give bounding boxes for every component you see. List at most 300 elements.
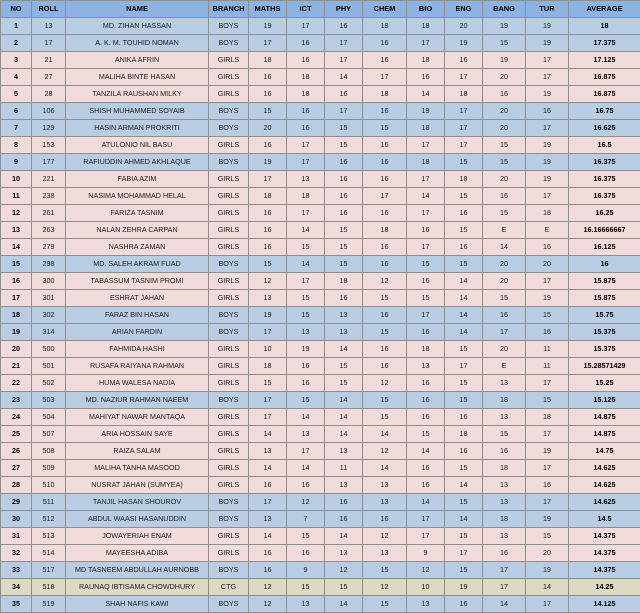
phy-cell: 14 xyxy=(325,409,363,426)
tur-cell: 15 xyxy=(526,528,569,545)
eng-cell: 16 xyxy=(445,409,483,426)
branch-cell: BOYS xyxy=(209,562,249,579)
bio-cell: 13 xyxy=(407,358,445,375)
col-header-eng: ENG xyxy=(445,1,483,18)
average-cell: 16.375 xyxy=(569,154,640,171)
tur-cell: 14 xyxy=(526,579,569,596)
table-row xyxy=(1,154,640,171)
roll-cell: 508 xyxy=(32,443,66,460)
ict-cell: 16 xyxy=(287,375,325,392)
roll-cell: 514 xyxy=(32,545,66,562)
chem-cell: 12 xyxy=(363,579,407,596)
branch-cell: GIRLS xyxy=(209,239,249,256)
maths-cell: 16 xyxy=(249,239,287,256)
bang-cell: E xyxy=(483,358,526,375)
maths-cell: 16 xyxy=(249,137,287,154)
ict-cell: 13 xyxy=(287,426,325,443)
average-cell: 14.625 xyxy=(569,460,640,477)
col-header-ict: ICT xyxy=(287,1,325,18)
table-row xyxy=(1,324,640,341)
eng-cell: 16 xyxy=(445,596,483,613)
average-cell: 18 xyxy=(569,18,640,35)
branch-cell: GIRLS xyxy=(209,358,249,375)
chem-cell: 13 xyxy=(363,477,407,494)
name-cell: ESHRAT JAHAN xyxy=(66,290,209,307)
col-header-average: AVERAGE xyxy=(569,1,640,18)
bang-cell: 14 xyxy=(483,239,526,256)
table-row xyxy=(1,188,640,205)
phy-cell: 14 xyxy=(325,596,363,613)
table-row xyxy=(1,562,640,579)
roll-cell: 512 xyxy=(32,511,66,528)
branch-cell: GIRLS xyxy=(209,69,249,86)
phy-cell: 15 xyxy=(325,375,363,392)
tur-cell: 18 xyxy=(526,409,569,426)
bio-cell: 16 xyxy=(407,273,445,290)
bio-cell: 17 xyxy=(407,239,445,256)
name-cell: MD TASNEEM ABDULLAH AURNOBB xyxy=(66,562,209,579)
maths-cell: 16 xyxy=(249,222,287,239)
bang-cell: 13 xyxy=(483,477,526,494)
roll-cell: 238 xyxy=(32,188,66,205)
bio-cell: 17 xyxy=(407,511,445,528)
maths-cell: 18 xyxy=(249,52,287,69)
phy-cell: 17 xyxy=(325,103,363,120)
bio-cell: 17 xyxy=(407,137,445,154)
eng-cell: 18 xyxy=(445,86,483,103)
bio-cell: 13 xyxy=(407,596,445,613)
average-cell: 16.375 xyxy=(569,171,640,188)
bang-cell: 19 xyxy=(483,18,526,35)
name-cell: RUSAFA RAIYANA RAHMAN xyxy=(66,358,209,375)
bang-cell: 20 xyxy=(483,256,526,273)
no-cell: 25 xyxy=(1,426,32,443)
name-cell: MALIHA BINTE HASAN xyxy=(66,69,209,86)
name-cell: HASIN ARMAN PROKRITI xyxy=(66,120,209,137)
ict-cell: 15 xyxy=(287,239,325,256)
chem-cell: 15 xyxy=(363,120,407,137)
table-row xyxy=(1,171,640,188)
bang-cell: 20 xyxy=(483,69,526,86)
maths-cell: 12 xyxy=(249,596,287,613)
phy-cell: 15 xyxy=(325,239,363,256)
phy-cell: 14 xyxy=(325,341,363,358)
bio-cell: 18 xyxy=(407,52,445,69)
maths-cell: 16 xyxy=(249,562,287,579)
bio-cell: 16 xyxy=(407,460,445,477)
phy-cell: 14 xyxy=(325,69,363,86)
no-cell: 26 xyxy=(1,443,32,460)
table-row xyxy=(1,103,640,120)
bio-cell: 16 xyxy=(407,69,445,86)
name-cell: TANJIL HASAN SHOUROV xyxy=(66,494,209,511)
table-row xyxy=(1,307,640,324)
ict-cell: 16 xyxy=(287,35,325,52)
table-row xyxy=(1,239,640,256)
table-row xyxy=(1,273,640,290)
bio-cell: 16 xyxy=(407,222,445,239)
bio-cell: 18 xyxy=(407,154,445,171)
name-cell: ARIA HOSSAIN SAYE xyxy=(66,426,209,443)
table-row xyxy=(1,256,640,273)
chem-cell: 16 xyxy=(363,205,407,222)
bang-cell: 16 xyxy=(483,443,526,460)
bio-cell: 9 xyxy=(407,545,445,562)
roll-cell: 263 xyxy=(32,222,66,239)
eng-cell: 15 xyxy=(445,154,483,171)
bio-cell: 14 xyxy=(407,443,445,460)
table-row xyxy=(1,494,640,511)
bang-cell: 14 xyxy=(483,596,526,613)
col-header-maths: MATHS xyxy=(249,1,287,18)
ict-cell: 14 xyxy=(287,222,325,239)
table-row xyxy=(1,545,640,562)
branch-cell: GIRLS xyxy=(209,528,249,545)
roll-cell: 301 xyxy=(32,290,66,307)
tur-cell: 19 xyxy=(526,35,569,52)
phy-cell: 15 xyxy=(325,222,363,239)
table-row xyxy=(1,579,640,596)
name-cell: RAUNAQ IBTISAMA CHOWDHURY xyxy=(66,579,209,596)
bio-cell: 16 xyxy=(407,324,445,341)
eng-cell: 17 xyxy=(445,137,483,154)
maths-cell: 19 xyxy=(249,154,287,171)
branch-cell: BOYS xyxy=(209,154,249,171)
tur-cell: 19 xyxy=(526,511,569,528)
roll-cell: 504 xyxy=(32,409,66,426)
chem-cell: 15 xyxy=(363,324,407,341)
phy-cell: 16 xyxy=(325,290,363,307)
name-cell: HUMA WALESA NADIA xyxy=(66,375,209,392)
no-cell: 34 xyxy=(1,579,32,596)
eng-cell: 15 xyxy=(445,392,483,409)
branch-cell: BOYS xyxy=(209,324,249,341)
chem-cell: 12 xyxy=(363,528,407,545)
bio-cell: 16 xyxy=(407,409,445,426)
maths-cell: 14 xyxy=(249,460,287,477)
ict-cell: 14 xyxy=(287,460,325,477)
phy-cell: 15 xyxy=(325,579,363,596)
chem-cell: 15 xyxy=(363,290,407,307)
bang-cell: 13 xyxy=(483,375,526,392)
average-cell: 16.75 xyxy=(569,103,640,120)
name-cell: ARIAN FARDIN xyxy=(66,324,209,341)
branch-cell: GIRLS xyxy=(209,273,249,290)
tur-cell: 19 xyxy=(526,562,569,579)
maths-cell: 13 xyxy=(249,511,287,528)
bang-cell: 20 xyxy=(483,103,526,120)
roll-cell: 129 xyxy=(32,120,66,137)
bio-cell: 14 xyxy=(407,494,445,511)
bang-cell: 15 xyxy=(483,290,526,307)
maths-cell: 17 xyxy=(249,324,287,341)
ict-cell: 17 xyxy=(287,273,325,290)
tur-cell: 19 xyxy=(526,86,569,103)
bang-cell: 16 xyxy=(483,545,526,562)
chem-cell: 17 xyxy=(363,188,407,205)
eng-cell: 17 xyxy=(445,120,483,137)
average-cell: 14.625 xyxy=(569,477,640,494)
branch-cell: GIRLS xyxy=(209,222,249,239)
average-cell: 16.5 xyxy=(569,137,640,154)
chem-cell: 12 xyxy=(363,375,407,392)
chem-cell: 15 xyxy=(363,562,407,579)
average-cell: 15.375 xyxy=(569,324,640,341)
bio-cell: 18 xyxy=(407,120,445,137)
name-cell: NUSRAT JAHAN (SUMYEA) xyxy=(66,477,209,494)
table-row xyxy=(1,511,640,528)
maths-cell: 17 xyxy=(249,392,287,409)
roll-cell: 513 xyxy=(32,528,66,545)
ict-cell: 18 xyxy=(287,86,325,103)
no-cell: 23 xyxy=(1,392,32,409)
average-cell: 17.125 xyxy=(569,52,640,69)
chem-cell: 16 xyxy=(363,35,407,52)
average-cell: 14.5 xyxy=(569,511,640,528)
no-cell: 4 xyxy=(1,69,32,86)
average-cell: 14.375 xyxy=(569,545,640,562)
ict-cell: 15 xyxy=(287,528,325,545)
table-row xyxy=(1,290,640,307)
average-cell: 14.25 xyxy=(569,579,640,596)
eng-cell: 19 xyxy=(445,579,483,596)
maths-cell: 17 xyxy=(249,35,287,52)
col-header-roll: ROLL xyxy=(32,1,66,18)
bio-cell: 15 xyxy=(407,290,445,307)
average-cell: 14.875 xyxy=(569,409,640,426)
bio-cell: 17 xyxy=(407,205,445,222)
eng-cell: 15 xyxy=(445,562,483,579)
phy-cell: 16 xyxy=(325,18,363,35)
chem-cell: 16 xyxy=(363,511,407,528)
branch-cell: GIRLS xyxy=(209,409,249,426)
header-row xyxy=(1,1,640,18)
eng-cell: 17 xyxy=(445,103,483,120)
phy-cell: 11 xyxy=(325,460,363,477)
no-cell: 28 xyxy=(1,477,32,494)
branch-cell: GIRLS xyxy=(209,52,249,69)
average-cell: 15.125 xyxy=(569,392,640,409)
bio-cell: 17 xyxy=(407,307,445,324)
roll-cell: 300 xyxy=(32,273,66,290)
tur-cell: 15 xyxy=(526,307,569,324)
maths-cell: 16 xyxy=(249,545,287,562)
branch-cell: GIRLS xyxy=(209,375,249,392)
tur-cell: 16 xyxy=(526,477,569,494)
roll-cell: 177 xyxy=(32,154,66,171)
ict-cell: 7 xyxy=(287,511,325,528)
no-cell: 30 xyxy=(1,511,32,528)
ict-cell: 13 xyxy=(287,171,325,188)
no-cell: 24 xyxy=(1,409,32,426)
no-cell: 33 xyxy=(1,562,32,579)
no-cell: 21 xyxy=(1,358,32,375)
roll-cell: 509 xyxy=(32,460,66,477)
table-row xyxy=(1,52,640,69)
table-row xyxy=(1,409,640,426)
tur-cell: 11 xyxy=(526,341,569,358)
phy-cell: 16 xyxy=(325,154,363,171)
eng-cell: 17 xyxy=(445,545,483,562)
maths-cell: 15 xyxy=(249,256,287,273)
chem-cell: 16 xyxy=(363,358,407,375)
roll-cell: 153 xyxy=(32,137,66,154)
eng-cell: 14 xyxy=(445,307,483,324)
ict-cell: 12 xyxy=(287,494,325,511)
bang-cell: 18 xyxy=(483,460,526,477)
chem-cell: 16 xyxy=(363,137,407,154)
average-cell: 16.875 xyxy=(569,69,640,86)
branch-cell: BOYS xyxy=(209,18,249,35)
no-cell: 27 xyxy=(1,460,32,477)
tur-cell: 19 xyxy=(526,137,569,154)
tur-cell: 17 xyxy=(526,120,569,137)
average-cell: 15.28571429 xyxy=(569,358,640,375)
tur-cell: 19 xyxy=(526,171,569,188)
chem-cell: 16 xyxy=(363,341,407,358)
bio-cell: 19 xyxy=(407,103,445,120)
ict-cell: 16 xyxy=(287,545,325,562)
eng-cell: 15 xyxy=(445,460,483,477)
phy-cell: 16 xyxy=(325,188,363,205)
no-cell: 3 xyxy=(1,52,32,69)
phy-cell: 13 xyxy=(325,324,363,341)
eng-cell: 18 xyxy=(445,426,483,443)
ict-cell: 13 xyxy=(287,596,325,613)
bio-cell: 16 xyxy=(407,392,445,409)
tur-cell: 20 xyxy=(526,545,569,562)
no-cell: 13 xyxy=(1,222,32,239)
table-row xyxy=(1,426,640,443)
phy-cell: 14 xyxy=(325,392,363,409)
average-cell: 17.375 xyxy=(569,35,640,52)
ict-cell: 16 xyxy=(287,358,325,375)
bang-cell: 15 xyxy=(483,205,526,222)
chem-cell: 18 xyxy=(363,18,407,35)
chem-cell: 16 xyxy=(363,154,407,171)
table-row xyxy=(1,222,640,239)
table-row xyxy=(1,137,640,154)
eng-cell: 16 xyxy=(445,205,483,222)
name-cell: RAFIUDDIN AHMED AKHLAQUE xyxy=(66,154,209,171)
chem-cell: 16 xyxy=(363,239,407,256)
maths-cell: 18 xyxy=(249,188,287,205)
branch-cell: GIRLS xyxy=(209,86,249,103)
name-cell: SHAH NAFIS KAWI xyxy=(66,596,209,613)
roll-cell: 503 xyxy=(32,392,66,409)
average-cell: 15.375 xyxy=(569,341,640,358)
no-cell: 12 xyxy=(1,205,32,222)
name-cell: JOWAYERIAH ENAM xyxy=(66,528,209,545)
ict-cell: 16 xyxy=(287,103,325,120)
roll-cell: 518 xyxy=(32,579,66,596)
chem-cell: 13 xyxy=(363,545,407,562)
tur-cell: 19 xyxy=(526,18,569,35)
bang-cell: 18 xyxy=(483,392,526,409)
bio-cell: 10 xyxy=(407,579,445,596)
average-cell: 14.125 xyxy=(569,596,640,613)
name-cell: A. K. M. TOUHID NOMAN xyxy=(66,35,209,52)
maths-cell: 10 xyxy=(249,341,287,358)
bang-cell: 15 xyxy=(483,426,526,443)
eng-cell: 17 xyxy=(445,358,483,375)
branch-cell: BOYS xyxy=(209,35,249,52)
phy-cell: 16 xyxy=(325,171,363,188)
maths-cell: 16 xyxy=(249,477,287,494)
maths-cell: 19 xyxy=(249,18,287,35)
table-row xyxy=(1,596,640,613)
roll-cell: 314 xyxy=(32,324,66,341)
eng-cell: 15 xyxy=(445,494,483,511)
ict-cell: 13 xyxy=(287,324,325,341)
name-cell: NASIMA MOHAMMAD HELAL xyxy=(66,188,209,205)
table-row xyxy=(1,18,640,35)
bang-cell: 17 xyxy=(483,324,526,341)
phy-cell: 16 xyxy=(325,205,363,222)
table-row xyxy=(1,205,640,222)
roll-cell: 279 xyxy=(32,239,66,256)
phy-cell: 18 xyxy=(325,273,363,290)
roll-cell: 221 xyxy=(32,171,66,188)
no-cell: 16 xyxy=(1,273,32,290)
roll-cell: 261 xyxy=(32,205,66,222)
roll-cell: 501 xyxy=(32,358,66,375)
eng-cell: 15 xyxy=(445,375,483,392)
chem-cell: 15 xyxy=(363,392,407,409)
eng-cell: 17 xyxy=(445,69,483,86)
maths-cell: 13 xyxy=(249,290,287,307)
maths-cell: 14 xyxy=(249,426,287,443)
phy-cell: 13 xyxy=(325,477,363,494)
name-cell: ANIKA AFRIN xyxy=(66,52,209,69)
name-cell: FABIA AZIM xyxy=(66,171,209,188)
name-cell: TANZILA RAUSHAN MILKY xyxy=(66,86,209,103)
col-header-bang: BANG xyxy=(483,1,526,18)
tur-cell: 17 xyxy=(526,375,569,392)
tur-cell: 16 xyxy=(526,324,569,341)
no-cell: 11 xyxy=(1,188,32,205)
eng-cell: 14 xyxy=(445,324,483,341)
chem-cell: 15 xyxy=(363,596,407,613)
maths-cell: 16 xyxy=(249,69,287,86)
table-body xyxy=(1,18,640,613)
name-cell: MAHIYAT NAWAR MANTAQA xyxy=(66,409,209,426)
col-header-bio: BIO xyxy=(407,1,445,18)
tur-cell: 17 xyxy=(526,188,569,205)
col-header-branch: BRANCH xyxy=(209,1,249,18)
no-cell: 20 xyxy=(1,341,32,358)
maths-cell: 19 xyxy=(249,307,287,324)
tur-cell: 17 xyxy=(526,52,569,69)
bang-cell: 15 xyxy=(483,35,526,52)
bang-cell: 19 xyxy=(483,52,526,69)
eng-cell: 14 xyxy=(445,477,483,494)
eng-cell: 16 xyxy=(445,239,483,256)
phy-cell: 15 xyxy=(325,120,363,137)
roll-cell: 13 xyxy=(32,18,66,35)
table-row xyxy=(1,392,640,409)
no-cell: 10 xyxy=(1,171,32,188)
name-cell: RAIZA SALAM xyxy=(66,443,209,460)
table-row xyxy=(1,460,640,477)
average-cell: 14.375 xyxy=(569,528,640,545)
roll-cell: 302 xyxy=(32,307,66,324)
ict-cell: 19 xyxy=(287,341,325,358)
average-cell: 16 xyxy=(569,256,640,273)
col-header-tur: TUR xyxy=(526,1,569,18)
eng-cell: 15 xyxy=(445,188,483,205)
branch-cell: GIRLS xyxy=(209,205,249,222)
